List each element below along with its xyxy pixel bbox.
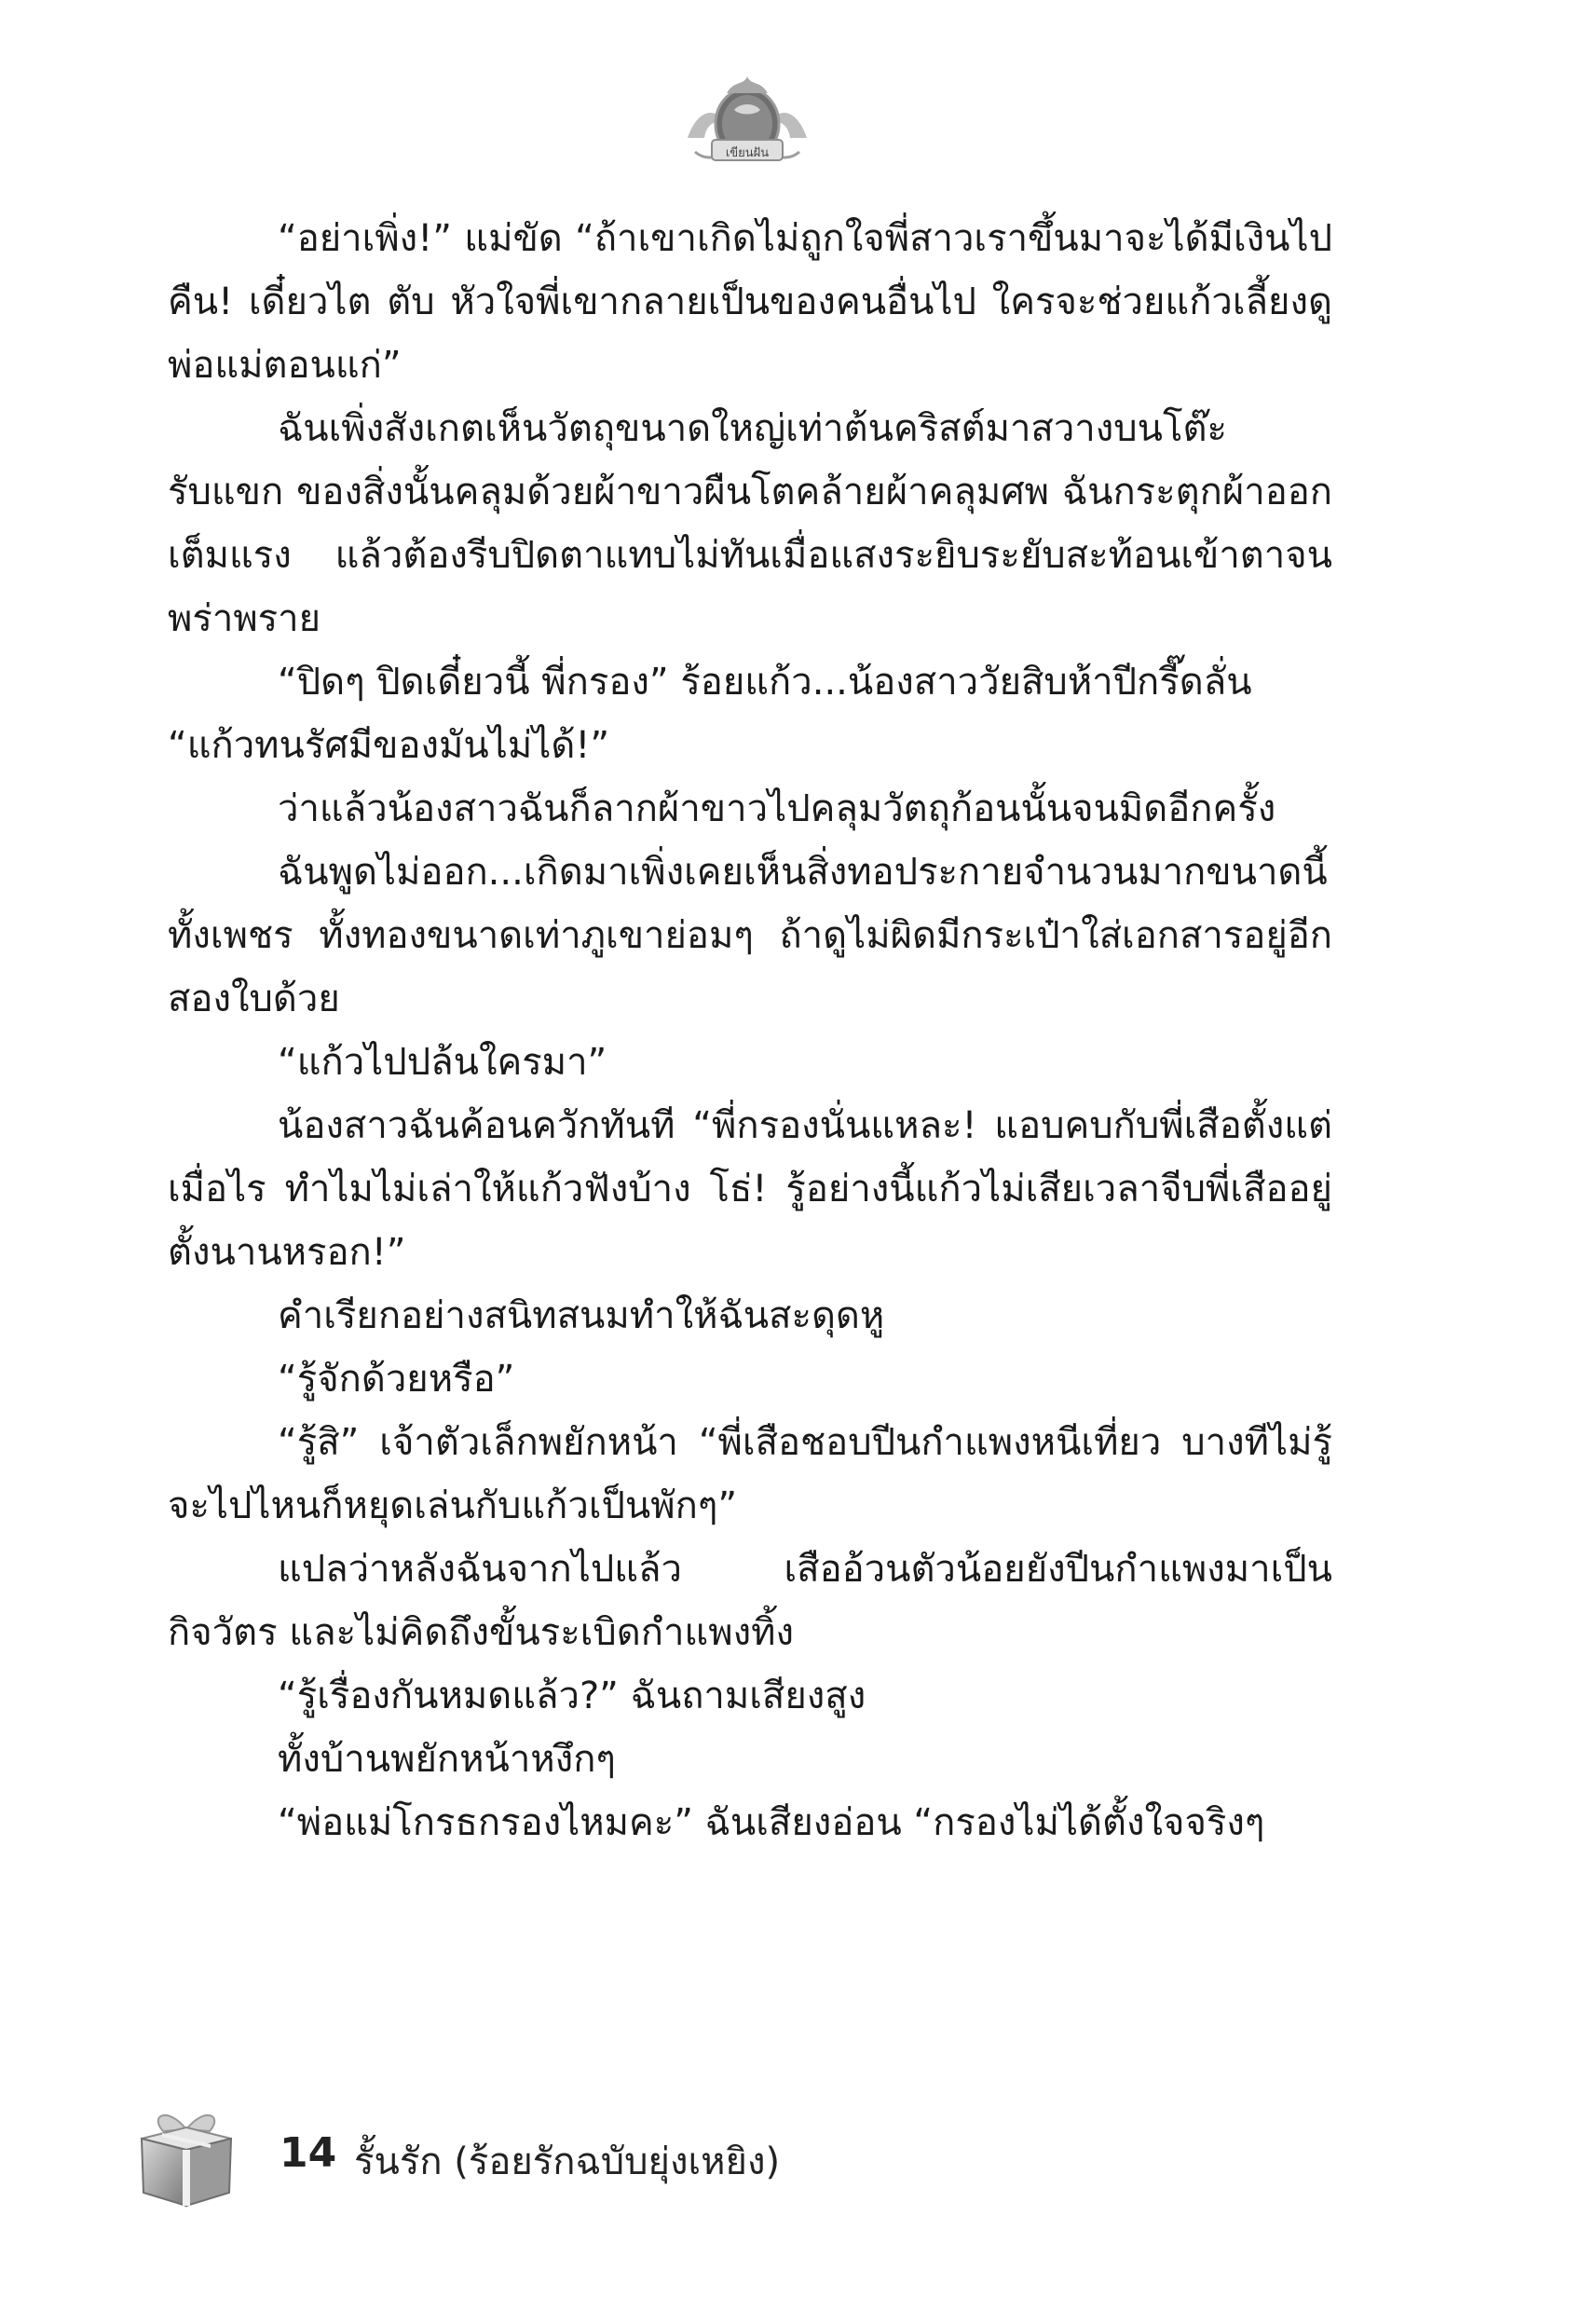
paragraph: “แก้วไปปล้นใครมา” — [278, 1041, 607, 1084]
paragraph: “อย่าเพิ่ง!” แม่ขัด “ถ้าเขาเกิดไม่ถูกใจพี่สาวเราขึ้นมาจะได้มีเงินไปคืน! เดี๋ยวไต ตับ หัวใจพี่เขากลายเป็นของคนอื่นไป ใครจะช่วยแก้วเลี้ยงดูพ่อแม่ตอนแก่” — [168, 217, 1332, 387]
page-footer — [130, 2101, 969, 2213]
paragraph: “รู้เรื่องกันหมดแล้ว?” ฉันถามเสียงสูง — [278, 1675, 866, 1717]
page-number: 14 — [280, 2129, 337, 2177]
gift-box-icon — [130, 2101, 242, 2213]
emblem-text: เขียนฝัน — [725, 146, 770, 160]
paragraph: “รู้จักด้วยหรือ” — [278, 1358, 515, 1401]
paragraph: “พ่อแม่โกรธกรองไหมคะ” ฉันเสียงอ่อน “กรองไม่ได้ตั้งใจจริงๆ — [278, 1801, 1265, 1844]
story-text — [168, 207, 1332, 1854]
paragraph: “รู้สิ” เจ้าตัวเล็กพยักหน้า “พี่เสือชอบปีนกำแพงหนีเที่ยว บางทีไม่รู้จะไปไหนก็หยุดเล่นกับแก้วเป็นพักๆ” — [168, 1421, 1332, 1527]
paragraph: ฉันเพิ่งสังเกตเห็นวัตถุขนาดใหญ่เท่าต้นคริสต์มาสวางบนโต๊ะรับแขก ของสิ่งนั้นคลุมด้วยผ้าขาวผืนโตคล้ายผ้าคลุมศพ ฉันกระตุกผ้าออกเต็มแรง แล้วต้องรีบปิดตาแทบไม่ทันเมื่อแสงระยิบระยับสะท้อนเข้าตาจนพร่าพราย — [168, 407, 1332, 640]
header-emblem-icon — [678, 73, 816, 175]
paragraph: ทั้งบ้านพยักหน้าหงึกๆ — [278, 1738, 616, 1781]
paragraph: คำเรียกอย่างสนิทสนมทำให้ฉันสะดุดหู — [278, 1294, 885, 1337]
paragraph: น้องสาวฉันค้อนควักทันที “พี่กรองนั่นแหละ! แอบคบกับพี่เสือตั้งแต่เมื่อไร ทำไมไม่เล่าให้แก้วฟังบ้าง โธ่! รู้อย่างนี้แก้วไม่เสียเวลาจีบพี่เสืออยู่ตั้งนานหรอก!” — [168, 1104, 1332, 1274]
paragraph: ว่าแล้วน้องสาวฉันก็ลากผ้าขาวไปคลุมวัตถุก้อนนั้นจนมิดอีกครั้ง — [278, 787, 1276, 830]
paragraph: แปลว่าหลังฉันจากไปแล้ว เสืออ้วนตัวน้อยยังปีนกำแพงมาเป็นกิจวัตร และไม่คิดถึงขั้นระเบิดกำแพงทิ้ง — [168, 1548, 1332, 1654]
paragraph: ฉันพูดไม่ออก...เกิดมาเพิ่งเคยเห็นสิ่งทอประกายจำนวนมากขนาดนี้ ทั้งเพชร ทั้งทองขนาดเท่าภูเขาย่อมๆ ถ้าดูไม่ผิดมีกระเป๋าใส่เอกสารอยู่อีกสองใบด้วย — [168, 851, 1332, 1020]
book-title: รั้นรัก (ร้อยรักฉบับยุ่งเหยิง) — [354, 2140, 781, 2183]
paragraph: “ปิดๆ ปิดเดี๋ยวนี้ พี่กรอง” ร้อยแก้ว...น้องสาววัยสิบห้าปีกรี๊ดลั่น — [278, 661, 1252, 704]
paragraph: “แก้วทนรัศมีของมันไม่ได้!” — [168, 724, 610, 767]
